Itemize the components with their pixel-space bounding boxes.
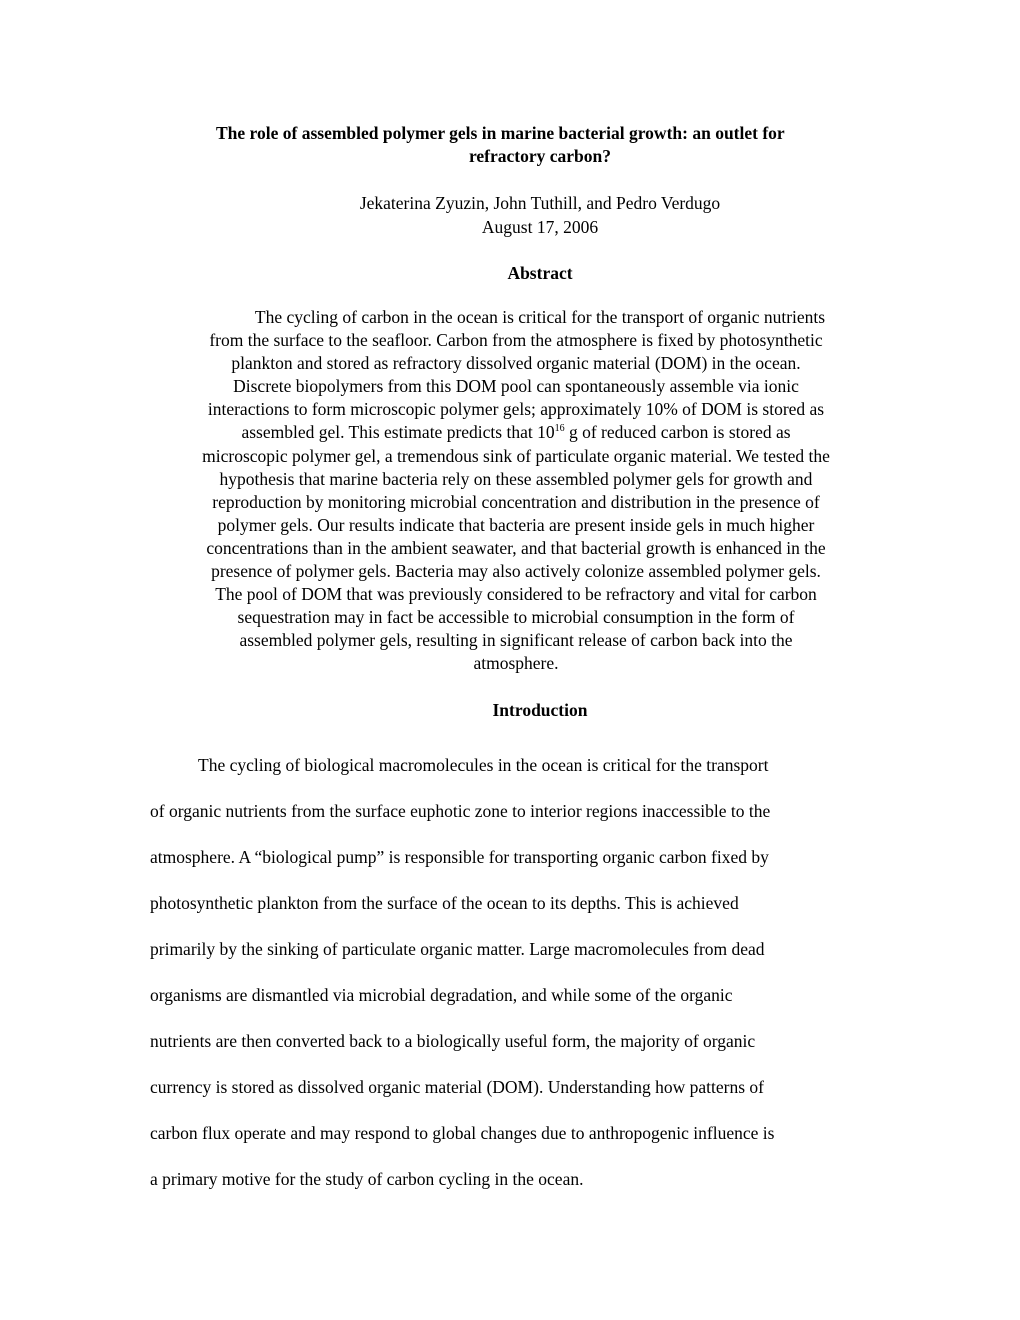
introduction-line: organisms are dismantled via microbial degradation, and while some of the organic [150, 985, 733, 1005]
abstract-line: microscopic polymer gel, a tremendous sink of particulate organic material. We tested the [202, 445, 830, 466]
introduction-line: a primary motive for the study of carbon cycling in the ocean. [150, 1169, 584, 1189]
abstract-line: concentrations than in the ambient seawater, and that bacterial growth is enhanced in the [206, 537, 826, 558]
introduction-line: carbon flux operate and may respond to global changes due to anthropogenic influence is [150, 1123, 775, 1143]
abstract-line: plankton and stored as refractory dissolved organic material (DOM) in the ocean. [231, 353, 801, 374]
introduction-line: primarily by the sinking of particulate organic matter. Large macromolecules from dead [150, 939, 765, 959]
abstract-text [150, 306, 882, 676]
title-line: refractory carbon? [468, 146, 612, 166]
abstract-line: polymer gels. Our results indicate that bacteria are present inside gels in much higher [217, 514, 815, 535]
abstract-line: atmosphere. [473, 653, 559, 674]
abstract-line: interactions to form microscopic polymer gels; approximately 10% of DOM is stored as [207, 399, 825, 420]
abstract-line: hypothesis that marine bacteria rely on these assembled polymer gels for growth and [219, 468, 813, 489]
abstract-line-with-exponent [150, 421, 882, 444]
abstract-line: The cycling of carbon in the ocean is critical for the transport of organic nutrients [254, 307, 826, 327]
introduction-line: The cycling of biological macromolecules in the ocean is critical for the transport [198, 755, 769, 775]
paper-title [200, 122, 880, 168]
introduction-heading: Introduction [492, 700, 588, 720]
introduction-line: currency is stored as dissolved organic material (DOM). Understanding how patterns of [150, 1077, 764, 1097]
abstract-line: sequestration may in fact be accessible to microbial consumption in the form of [237, 607, 795, 628]
title-line: The role of assembled polymer gels in marine bacterial growth: an outlet for [216, 123, 785, 143]
abstract-line: presence of polymer gels. Bacteria may also actively colonize assembled polymer gels. [211, 561, 821, 582]
introduction-line: atmosphere. A “biological pump” is responsible for transporting organic carbon fixed by [150, 847, 769, 867]
exponent-superscript: 16 [554, 423, 565, 435]
abstract-line: The pool of DOM that was previously considered to be refractory and vital for carbon [215, 584, 817, 605]
introduction-text [150, 742, 890, 1202]
introduction-line: of organic nutrients from the surface euphotic zone to interior regions inaccessible to the [150, 801, 771, 821]
abstract-line-part: assembled gel. This estimate predicts that 10 [241, 422, 555, 443]
abstract-line: reproduction by monitoring microbial concentration and distribution in the presence of [212, 491, 820, 512]
abstract-line: assembled polymer gels, resulting in significant release of carbon back into the [239, 630, 793, 651]
publication-date: August 17, 2006 [481, 217, 599, 237]
author-list: Jekaterina Zyuzin, John Tuthill, and Pedro Verdugo [359, 193, 721, 213]
introduction-line: nutrients are then converted back to a biologically useful form, the majority of organic [150, 1031, 756, 1051]
introduction-line: photosynthetic plankton from the surface of the ocean to its depths. This is achieved [150, 893, 739, 913]
abstract-line: from the surface to the seafloor. Carbon from the atmosphere is fixed by photosynthetic [209, 330, 823, 351]
abstract-line-part: g of reduced carbon is stored as [564, 422, 791, 443]
abstract-line: Discrete biopolymers from this DOM pool can spontaneously assemble via ionic [233, 376, 799, 397]
abstract-heading: Abstract [507, 263, 573, 283]
